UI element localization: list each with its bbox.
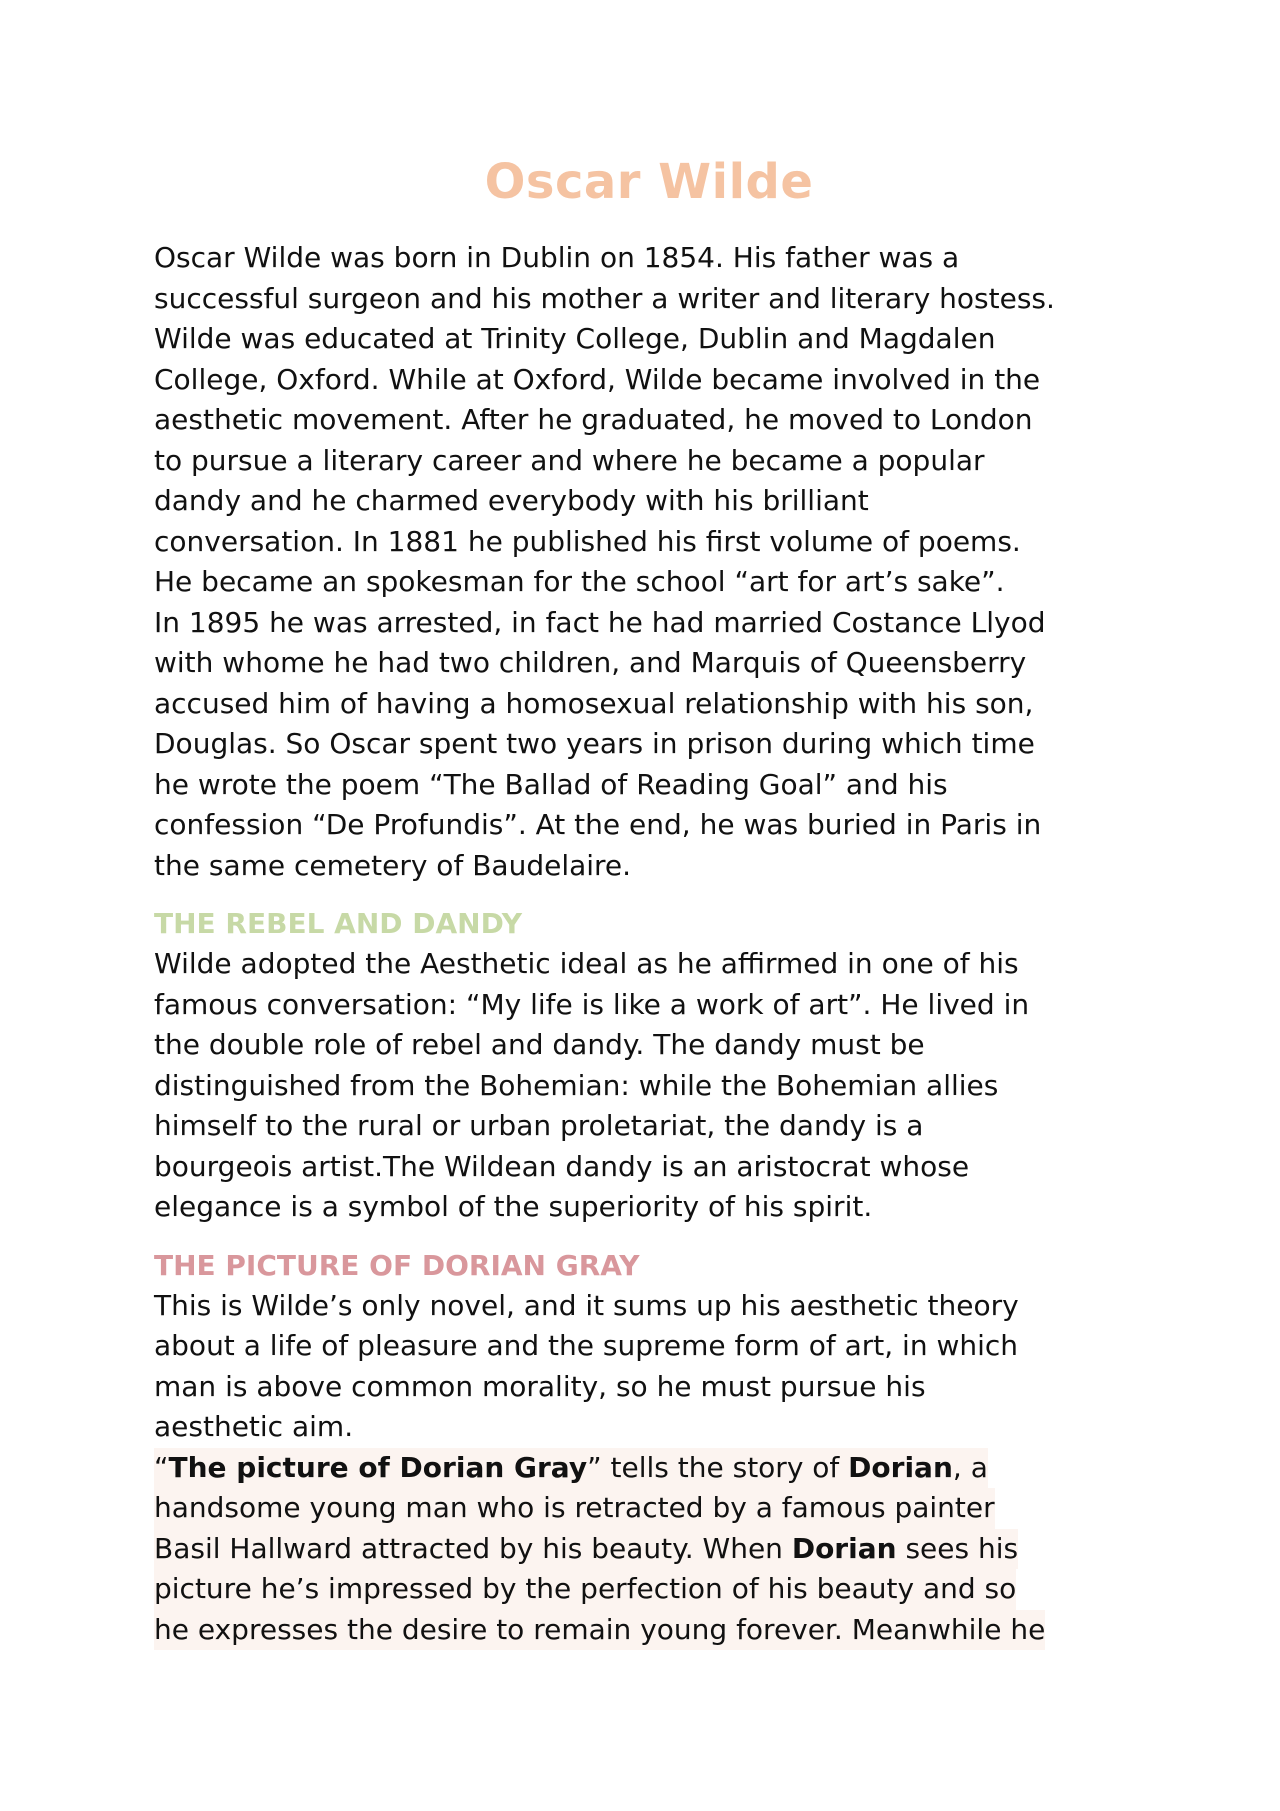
intro-line: confession “De Profundis”. At the end, he was buried in Paris in	[154, 808, 1042, 841]
intro-line: conversation. In 1881 he published his first volume of poems.	[154, 524, 1021, 558]
intro-line: He became an spokesman for the school “art for art’s sake”.	[154, 565, 1005, 598]
story-text: , a	[952, 1450, 988, 1484]
story-text: ” tells the story of	[587, 1450, 849, 1484]
paragraph-line: the double role of rebel and dandy. The dandy must be	[154, 1028, 925, 1061]
paragraph-line: about a life of pleasure and the supreme form of art, in which	[154, 1329, 1019, 1362]
story-line: handsome young man who is retracted by a famous painter	[154, 1488, 995, 1529]
paragraph-line: bourgeois artist.The Wildean dandy is an aristocrat whose	[154, 1149, 970, 1183]
story-text: sees his	[896, 1531, 1019, 1565]
paragraph-line: elegance is a symbol of the superiority of his spirit.	[154, 1190, 873, 1223]
paragraph-line: himself to the rural or urban proletariat, the dandy is a	[154, 1109, 924, 1142]
character-name: Dorian	[848, 1450, 953, 1484]
paragraph-line: famous conversation: “My life is like a work of art”. He lived in	[154, 987, 1030, 1021]
intro-line: to pursue a literary career and where he became a popular	[154, 443, 985, 477]
intro-line: dandy and he charmed everybody with his brilliant	[154, 484, 869, 517]
rebel-dandy-paragraph	[154, 944, 1144, 1228]
intro-line: the same cemetery of Baudelaire.	[154, 848, 632, 882]
intro-line: Douglas. So Oscar spent two years in prison during which time	[154, 727, 1035, 760]
paragraph-line: distinguished from the Bohemian: while the Bohemian allies	[154, 1068, 999, 1102]
story-line	[154, 1529, 1018, 1570]
intro-line: successful surgeon and his mother a writer and literary hostess.	[154, 281, 1055, 315]
character-name: Dorian	[791, 1531, 897, 1565]
story-line: picture he’s impressed by the perfection of his beauty and so	[154, 1569, 1016, 1610]
dorian-gray-paragraph	[154, 1286, 1144, 1448]
intro-paragraph	[154, 238, 1144, 886]
section-heading-rebel-dandy: THE REBEL AND DANDY	[154, 907, 523, 940]
page-title: Oscar Wilde	[484, 154, 814, 210]
document-page	[154, 150, 1144, 1650]
intro-line: aesthetic movement. After he graduated, he moved to London	[154, 403, 1033, 436]
story-line: he expresses the desire to remain young forever. Meanwhile he	[154, 1610, 1045, 1651]
intro-line: he wrote the poem “The Ballad of Reading Goal” and his	[154, 767, 948, 801]
paragraph-line: man is above common morality, so he must pursue his	[154, 1369, 926, 1403]
intro-line: Oscar Wilde was born in Dublin on 1854. His father was a	[154, 241, 960, 274]
intro-line: College, Oxford. While at Oxford, Wilde became involved in the	[154, 362, 1041, 396]
intro-line: In 1895 he was arrested, in fact he had married Costance Llyod	[154, 605, 1046, 639]
book-title: The picture of Dorian Gray	[168, 1450, 588, 1484]
story-line	[154, 1448, 988, 1489]
open-quote: “	[154, 1450, 169, 1484]
section-heading-dorian-gray: THE PICTURE OF DORIAN GRAY	[154, 1248, 640, 1282]
paragraph-line: aesthetic aim.	[154, 1410, 354, 1443]
paragraph-line: This is Wilde’s only novel, and it sums up his aesthetic theory	[154, 1288, 1019, 1322]
dorian-story-paragraph	[154, 1448, 1144, 1651]
intro-line: accused him of having a homosexual relationship with his son,	[154, 686, 1034, 720]
intro-line: with whome he had two children, and Marquis of Queensberry	[154, 646, 1027, 679]
paragraph-line: Wilde adopted the Aesthetic ideal as he affirmed in one of his	[154, 947, 1019, 980]
story-text: Basil Hallward attracted by his beauty. When	[154, 1531, 792, 1565]
intro-line: Wilde was educated at Trinity College, Dublin and Magdalen	[154, 322, 996, 355]
